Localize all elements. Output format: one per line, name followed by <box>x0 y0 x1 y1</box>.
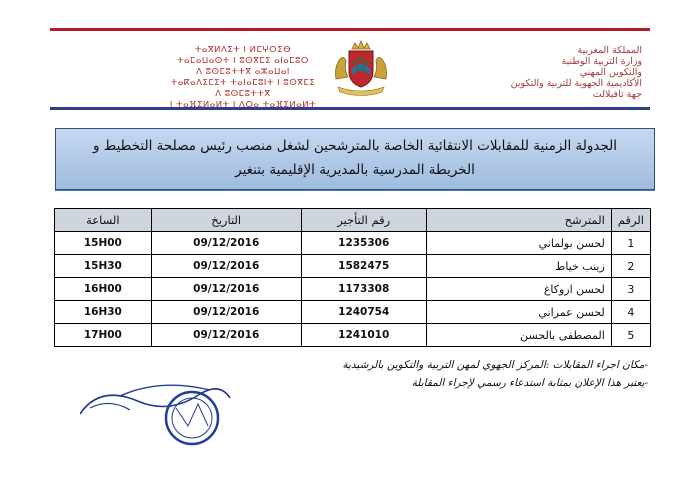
interview-date: 09/12/2016 <box>151 255 301 278</box>
payroll-number: 1241010 <box>301 324 426 347</box>
table-row <box>55 324 651 347</box>
interview-time: 15H00 <box>55 232 152 255</box>
interview-date: 09/12/2016 <box>151 232 301 255</box>
header-right-line: والتكوين المهني <box>579 67 642 78</box>
header-time: الساعة <box>55 209 152 232</box>
title-banner <box>55 128 655 190</box>
interview-time: 16H00 <box>55 278 152 301</box>
notes <box>342 356 648 392</box>
note-interview-location: -مكان اجراء المقابلات :المركز الجهوي لمهن التربية والتكوين بالرشيدية <box>342 359 648 371</box>
candidate-name: لحسن ازوكاغ <box>426 278 611 301</box>
note-official-invitation: -يعتبر هذا الإعلان بمثابة استدعاء رسمي لإجراء المقابلة <box>411 377 648 389</box>
table-row <box>55 232 651 255</box>
ministry-name-arabic <box>402 45 642 100</box>
round-stamp-icon <box>80 374 250 454</box>
header-left-line: ⴷ ⵓⵙⵎⵓⵜⵜⴳ ⴰⵣⴰⵡⴰⵏ <box>196 67 290 77</box>
moroccan-coat-of-arms-icon <box>330 39 392 97</box>
interview-date: 09/12/2016 <box>151 324 301 347</box>
interview-time: 15H30 <box>55 255 152 278</box>
interview-time: 17H00 <box>55 324 152 347</box>
header-right-line: المملكة المغربية <box>577 45 642 56</box>
header-date: التاريخ <box>151 209 301 232</box>
payroll-number: 1240754 <box>301 301 426 324</box>
title-line-1: الجدولة الزمنية للمقابلات الانتقائية الخاصة بالمترشحين لشغل منصب رئيس مصلحة التخطيط و <box>92 138 618 154</box>
candidate-name: زينب خياط <box>426 255 611 278</box>
table-row <box>55 301 651 324</box>
header-right-line: الأكاديمية الجهوية للتربية والتكوين <box>510 78 642 89</box>
payroll-number: 1235306 <box>301 232 426 255</box>
candidate-name: لحسن عمراني <box>426 301 611 324</box>
ministry-name-tifinagh <box>168 45 318 111</box>
interview-date: 09/12/2016 <box>151 301 301 324</box>
header-candidate: المترشح <box>426 209 611 232</box>
official-stamp-and-signature <box>80 374 250 454</box>
header-left-line: ⵜⴰⴳⵍⴷⵉⵜ ⵏ ⵍⵎⵖⵔⵉⴱ <box>194 45 292 55</box>
header-number: الرقم <box>611 209 650 232</box>
candidate-name: المصطفى بالحسن <box>426 324 611 347</box>
header-left-line: ⵜⴰⴽⴰⴷⵉⵎⵉⵜ ⵜⴰⵏⴰⵎⵓⵏⵜ ⵏ ⵓⵙⴳⵎⵉ <box>170 78 316 88</box>
row-number: 5 <box>611 324 650 347</box>
letterhead <box>50 28 650 110</box>
interview-date: 09/12/2016 <box>151 278 301 301</box>
header-right-line: وزارة التربية الوطنية <box>561 56 642 67</box>
header-left-line: ⴷ ⵓⵙⵎⵓⵜⵜⴳ <box>215 89 271 99</box>
header-left-line: ⵏ ⵜⴰⴼⵉⵍⴰⵍⵜ ⵏ ⴷⵔⴰ ⵜⴰⴼⵉⵍⴰⵍⵜ <box>169 100 317 110</box>
payroll-number: 1582475 <box>301 255 426 278</box>
header-right-line: جهة تافيلالت <box>592 89 642 100</box>
interview-time: 16H30 <box>55 301 152 324</box>
title-line-2: الخريطة المدرسية بالمديرية الإقليمية بتنغير <box>235 162 475 178</box>
candidate-name: لحسن بولماني <box>426 232 611 255</box>
header-payroll-number: رقم التأجير <box>301 209 426 232</box>
row-number: 2 <box>611 255 650 278</box>
payroll-number: 1173308 <box>301 278 426 301</box>
table-header-row <box>55 209 651 232</box>
row-number: 1 <box>611 232 650 255</box>
table-row <box>55 255 651 278</box>
table-row <box>55 278 651 301</box>
row-number: 3 <box>611 278 650 301</box>
interview-schedule-table <box>54 208 651 347</box>
header-left-line: ⵜⴰⵎⴰⵡⴰⵙⵜ ⵏ ⵓⵙⴳⵎⵉ ⴰⵏⴰⵎⵓⵔ <box>177 56 309 66</box>
row-number: 4 <box>611 301 650 324</box>
